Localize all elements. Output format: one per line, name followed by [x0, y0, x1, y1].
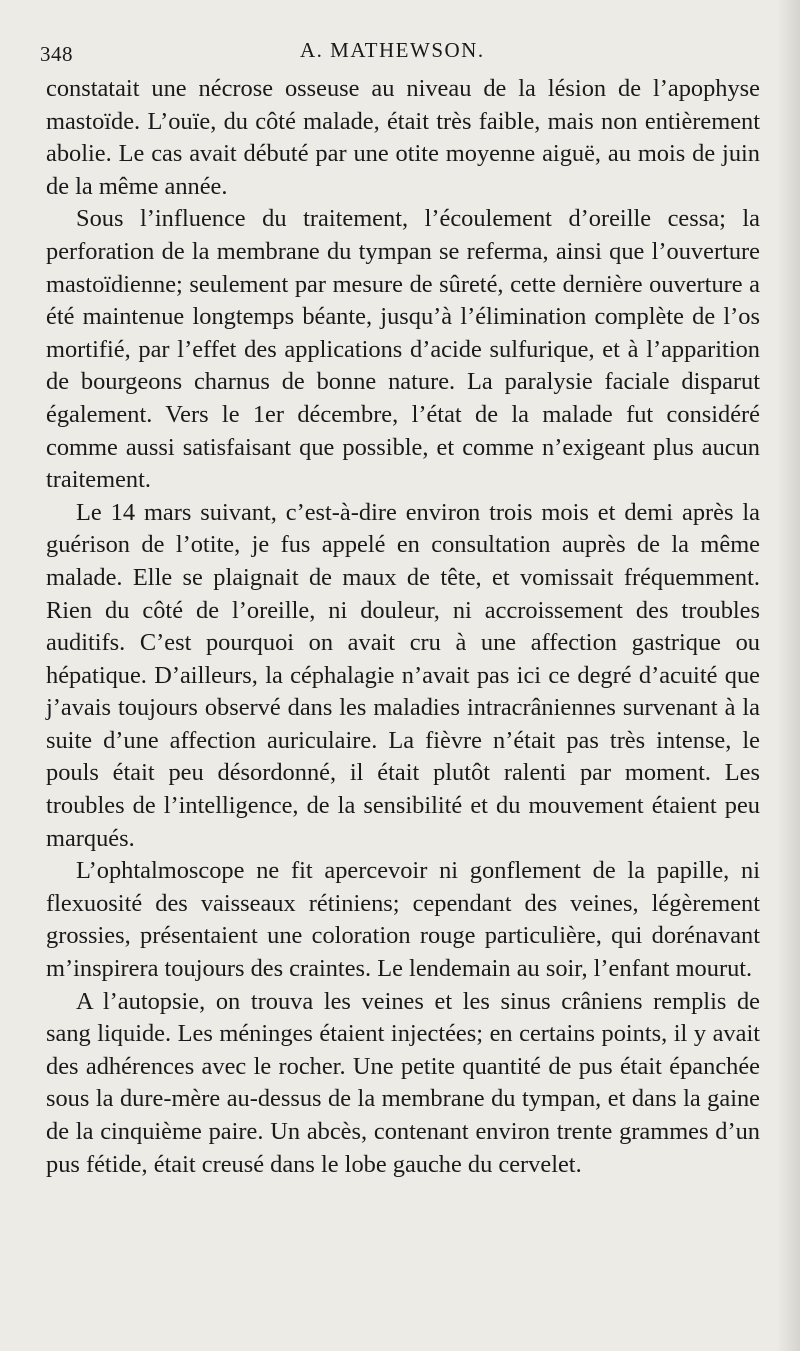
- paragraph-1: constatait une nécrose osseuse au niveau de la lésion de l’apophyse mastoïde. L’ouïe, du côté malade, était très faible, mais non entièrement abolie. Le cas avait débuté par une otite moyenne aiguë, au mois de juin de la même année.: [46, 75, 760, 200]
- paragraph-5: A l’autopsie, on trouva les veines et les sinus crâniens remplis de sang liquide. Les méninges étaient injectées; en certains points, il y avait des adhérences avec le rocher. Une petite quantité de pus était épanchée sous la dure-mère au-dessus de la membrane du tympan, et dans la gaine de la cinquième paire. Un abcès, contenant environ trente grammes d’un pus fétide, était creusé dans le lobe gauche du cervelet.: [46, 987, 760, 1178]
- running-head: A. MATHEWSON.: [300, 38, 485, 62]
- body-text: [46, 73, 760, 1181]
- page-number: 348: [40, 42, 73, 66]
- paragraph-4: L’ophtalmoscope ne fit apercevoir ni gonflement de la papille, ni flexuosité des vaisseaux rétiniens; cependant des veines, légèrement grossies, présentaient une coloration rouge particulière, qui dorénavant m’inspirera toujours des craintes. Le lendemain au soir, l’enfant mourut.: [46, 857, 760, 983]
- paragraph-3: Le 14 mars suivant, c’est-à-dire environ trois mois et demi après la guérison de l’otite, je fus appelé en consultation auprès de la même malade. Elle se plaignait de maux de tête, et vomissait fréquemment. Rien du côté de l’oreille, ni douleur, ni accroissement des troubles auditifs. C’est pourquoi on avait cru à une affection gastrique ou hépatique. D’ailleurs, la céphalagie n’avait pas ici ce degré d’acuité que j’avais toujours observé dans les maladies intracrâniennes survenant à la suite d’une affection auriculaire. La fièvre n’était pas très intense, le pouls était peu désordonné, il était plutôt ralenti par moment. Les troubles de l’intelligence, de la sensibilité et du mouvement étaient peu marqués.: [46, 498, 760, 852]
- page-edge-shadow: [776, 0, 800, 1351]
- paragraph-2: Sous l’influence du traitement, l’écoulement d’oreille cessa; la perforation de la membrane du tympan se referma, ainsi que l’ouverture mastoïdienne; seulement par mesure de sûreté, cette dernière ouverture a été maintenue longtemps béante, jusqu’à l’élimination complète de l’os mortifié, par l’effet des applications d’acide sulfurique, et à l’apparition de bourgeons charnus de bonne nature. La paralysie faciale disparut également. Vers le 1er décembre, l’état de la malade fut considéré comme aussi satisfaisant que possible, et comme n’exigeant plus aucun traitement.: [46, 205, 760, 494]
- page-header: [40, 34, 760, 64]
